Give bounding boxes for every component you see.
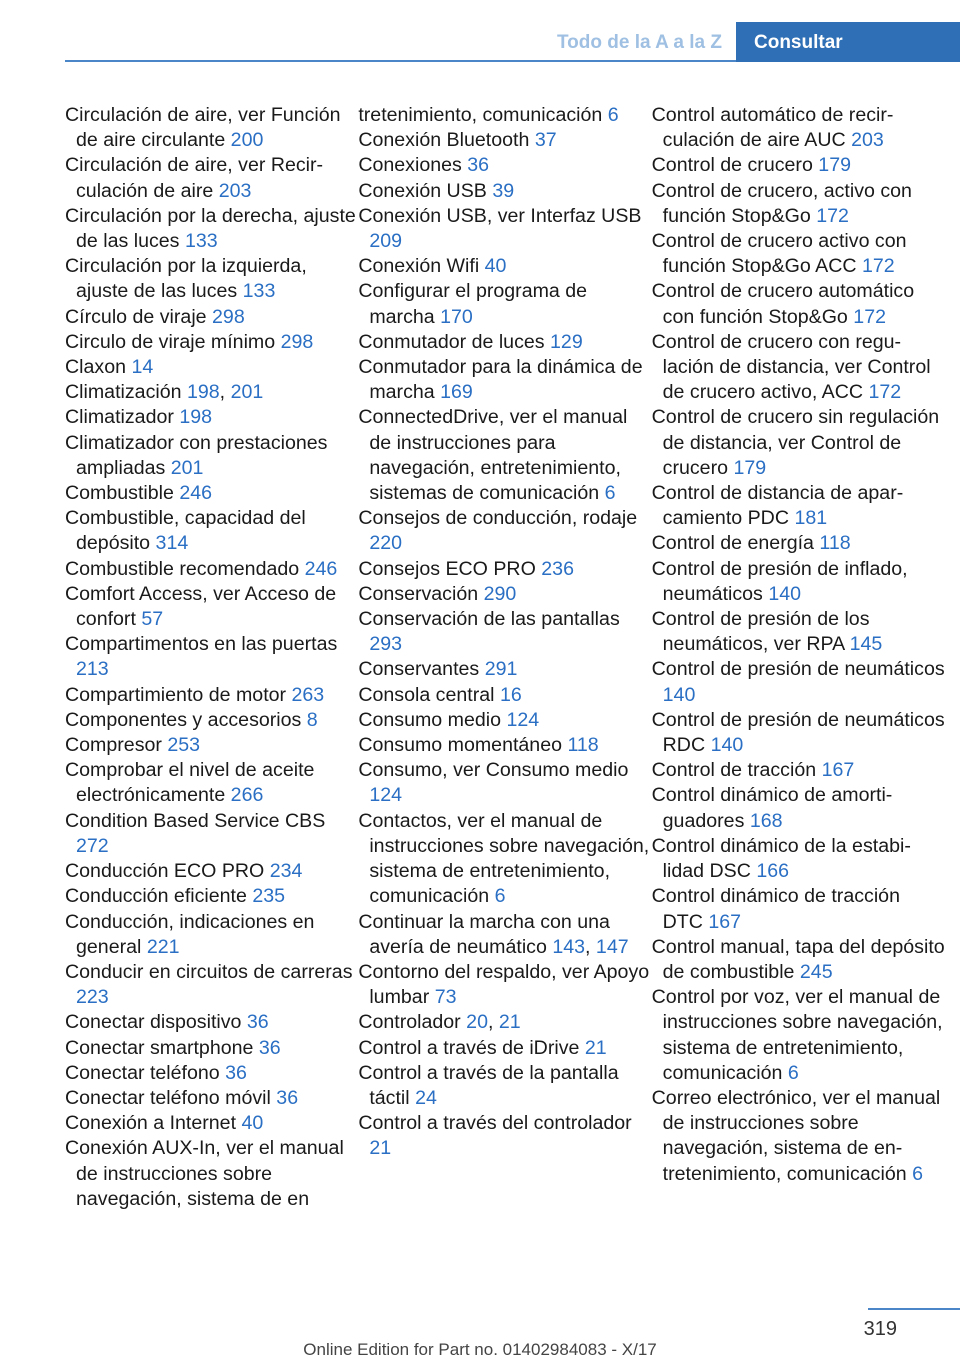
page-header [0,22,960,62]
page-reference-link[interactable]: 168 [749,809,783,832]
index-term: Conexión USB, ver Interfaz USB [358,204,642,227]
page-reference-link[interactable]: 170 [440,305,473,328]
index-entry [65,204,358,254]
index-term: Conectar dispositivo [65,1011,242,1034]
index-term: Control manual, tapa del depósito de combustible [651,935,945,983]
index-entry [652,607,945,657]
page-reference-link[interactable]: 245 [799,960,833,983]
page-reference-link[interactable]: 201 [170,456,204,479]
page-reference-link[interactable]: 172 [861,255,895,278]
index-term: Consejos de conducción, rodaje [358,507,638,530]
index-entry [652,758,945,783]
page-reference-link[interactable]: 203 [851,129,884,152]
page-reference-link[interactable]: 6 [494,885,506,908]
index-term: Compartimentos en las puertas [65,633,338,656]
page-reference-link[interactable]: 246 [304,557,338,580]
index-column-1 [65,103,358,1212]
index-term: Componentes y accesorios [65,708,302,731]
page-number: 319 [863,1318,897,1340]
index-entry [358,103,651,128]
index-term: Claxon [65,356,126,379]
index-term: Control de crucero con regulación de distancia, ver Control de crucero activo, ACC [651,330,931,404]
index-entry [358,254,651,279]
page-reference-link[interactable]: 236 [541,557,574,580]
index-entry [65,1036,358,1061]
index-entry [65,1010,358,1035]
index-entry [652,935,945,985]
index-term: Combustible [65,482,174,505]
index-entry: Climatización 198, 201 [65,381,264,404]
index-term: Control dinámico de tracción DTC [651,885,900,933]
page-reference-link[interactable]: 179 [733,456,767,479]
index-entry [65,733,358,758]
index-entry [65,1111,358,1136]
index-term: Climatizador [65,406,174,429]
index-entry [65,153,358,203]
index-term: Control de crucero, activo con función Stop&Go [651,179,912,227]
page-reference-link[interactable]: 73 [434,986,457,1009]
index-entry [65,481,358,506]
index-entry [358,758,651,808]
page-reference-link[interactable]: 6 [604,482,616,505]
page-reference-link[interactable]: 118 [819,532,851,555]
index-term: Consumo, ver Consumo medio [358,759,629,782]
index-term: Climatización [65,381,182,404]
index-entry [652,330,945,406]
page-reference-link[interactable]: 37 [534,129,557,152]
page-reference-link[interactable]: 147 [595,935,629,958]
index-term: Control de presión de inflado, neumáticos [651,557,908,605]
index-term: Conmutador de luces [358,330,545,353]
index-entry [358,607,651,657]
index-term: Conexión USB [358,179,487,202]
index-term: Circulación por la derecha, ajuste de las luces [65,204,356,253]
index-term: Control dinámico de amortiguadores [651,784,893,832]
page-reference-link[interactable]: 209 [369,230,403,253]
page-reference-link[interactable]: 57 [141,608,164,631]
index-entry [358,128,651,153]
index-term: Control a través del controlador [358,1112,632,1135]
index-term: Compresor [65,734,162,757]
page-reference-link[interactable]: 6 [912,1162,923,1185]
index-term: Conexión AUX-In, ver el manual de instrucciones sobre navegación, sistema de en [65,1137,344,1210]
index-entry [65,330,358,355]
page-reference-link[interactable]: 133 [242,280,276,303]
index-term: Conservación de las pantallas [358,608,620,631]
page-reference-link[interactable]: 118 [567,734,599,757]
index-entry [358,657,651,682]
index-term: Control de crucero [651,154,813,177]
page-reference-link[interactable]: 220 [369,532,403,555]
index-term: Control de distancia de aparcamiento PDC [651,482,904,530]
index-entry [652,1086,945,1187]
index-entry [65,632,358,682]
index-term: Control de crucero activo con función Stop&Go ACC [651,230,907,278]
page-reference-link[interactable]: 21 [498,1011,521,1034]
index-entry [358,1111,651,1161]
index-entry [652,153,945,178]
page-reference-link[interactable]: 272 [76,834,109,857]
index-entry [652,229,945,279]
page-reference-link[interactable]: 298 [280,330,314,353]
index-term: Correo electrónico, ver el manual de instrucciones sobre navegación, sistema de entretenimiento, comunicación [651,1086,941,1185]
index-term: Conexiones [358,154,462,177]
page-reference-link[interactable]: 124 [369,784,403,807]
index-term: Comfort Access, ver Acceso de confort [65,582,337,631]
page-reference-link[interactable]: 291 [484,658,518,681]
page-reference-link[interactable]: 124 [506,708,540,731]
index-entry [65,582,358,632]
index-term: Círculo de viraje [65,305,207,328]
index-term: Consumo medio [358,708,501,731]
page-reference-link[interactable]: 39 [492,179,515,202]
index-term: Condition Based Service CBS [65,809,326,832]
page-reference-link[interactable]: 8 [306,708,318,731]
index-term: Conservantes [358,658,480,681]
index-term: Compartimiento de motor [65,683,287,706]
index-entry [358,1061,651,1111]
page-reference-link[interactable]: 167 [821,759,855,782]
index-entry [358,1036,651,1061]
index-term: Conducción eficiente [65,885,247,908]
page-reference-link[interactable]: 24 [415,1086,437,1109]
page-reference-link[interactable]: 36 [467,154,490,177]
index-term: Control automático de recirculación de aire AUC [651,104,894,152]
index-entry [652,103,945,153]
page-reference-link[interactable]: 129 [550,330,583,353]
index-entry [652,783,945,833]
index-term: Conexión Bluetooth [358,129,530,152]
index-term: Conservación [358,582,479,605]
edition-note: Online Edition for Part no. 01402984083 - X/17 [303,1340,657,1359]
index-entry [65,960,358,1010]
index-entry [652,884,945,934]
section-title[interactable]: Todo de la A a la Z [556,32,722,53]
page-reference-link[interactable]: 166 [756,860,790,883]
index-term: Comprobar el nivel de aceite electrónicamente [65,759,315,807]
page-reference-link[interactable]: 200 [230,129,264,152]
page-reference-link[interactable]: 40 [241,1112,264,1135]
index-entry [358,179,651,204]
index-term: Combustible recomendado [65,557,300,580]
index-term: Consola central [358,683,495,706]
index-term: Conducción, indicaciones en general [65,910,315,958]
index-term: Controlador [358,1011,461,1034]
index-entry [652,405,945,481]
page-reference-link[interactable]: 172 [816,204,849,227]
index-entry [65,910,358,960]
page-reference-link[interactable]: 14 [131,356,154,379]
index-entry [65,506,358,556]
index-term: Control a través de la pantalla táctil [358,1061,619,1109]
index-entry [358,683,651,708]
index-entry [65,1086,358,1111]
page-reference-link[interactable]: 6 [787,1061,799,1084]
index-entry [652,657,945,707]
page-reference-link[interactable]: 36 [276,1086,299,1109]
index-entry [65,254,358,304]
index-entry [65,809,358,859]
index-entry [358,960,651,1010]
index-term: Conexión a Internet [65,1112,237,1135]
page-reference-link[interactable]: 290 [483,582,517,605]
page-reference-link[interactable]: 179 [818,154,851,177]
index-entry [358,355,651,405]
page-reference-link[interactable]: 181 [794,507,828,530]
page-reference-link[interactable]: 223 [76,986,109,1009]
index-column-3 [652,103,945,1212]
page-reference-link[interactable]: 36 [246,1011,269,1034]
page-reference-link[interactable]: 203 [218,179,252,202]
index-term: Conducir en circuitos de carreras [65,960,353,983]
index-term: Configurar el programa de marcha [358,280,588,328]
page-reference-link[interactable]: 16 [499,683,522,706]
index-entry [358,153,651,178]
page-reference-link[interactable]: 140 [710,734,744,757]
index-entry [65,708,358,733]
index-entry [65,884,358,909]
index-term: Consejos ECO PRO [358,557,536,580]
index-entry [65,355,358,380]
index-term: Continuar la marcha con una avería de neumático [358,910,610,958]
page-reference-link[interactable]: 201 [230,381,264,404]
page-reference-link[interactable]: 213 [76,658,109,681]
index-entry [65,405,358,430]
index-term: Conmutador para la dinámica de marcha [358,356,643,404]
index-term: Combustible, capacidad del depósito [65,507,306,555]
index-entry: Continuar la marcha con una avería de neumático 143, 147 [358,910,629,958]
page-reference-link[interactable]: 145 [849,633,883,656]
index-entry [358,733,651,758]
page-reference-link[interactable]: 6 [607,104,619,126]
footer-rule [868,1308,960,1310]
index-term: Conducción ECO PRO [65,860,265,883]
page-reference-link[interactable]: 198 [179,406,213,429]
page-reference-link[interactable]: 40 [484,255,507,278]
page-reference-link[interactable]: 169 [440,381,473,404]
index-entry [652,985,945,1086]
page-reference-link[interactable]: 140 [662,683,696,706]
index-entry [65,103,358,153]
page-reference-link[interactable]: 36 [225,1061,247,1084]
index-entry [358,506,651,556]
index-entry [65,557,358,582]
page-reference-link[interactable]: 234 [269,860,303,883]
page-reference-link[interactable]: 143 [552,935,586,958]
page-reference-link[interactable]: 167 [708,910,742,933]
index-term: Consumo momentáneo [358,734,562,757]
page-reference-link[interactable]: 21 [584,1036,607,1059]
index-entry [652,708,945,758]
index-term: Control de energía [651,532,814,555]
index-entry [358,809,651,910]
page-reference-link[interactable]: 133 [184,230,218,253]
page-reference-link[interactable]: 298 [212,305,245,328]
page-reference-link[interactable]: 266 [230,784,264,807]
index-term: Conectar teléfono móvil [65,1086,271,1109]
index-term: ConnectedDrive, ver el manual de instrucciones para navegación, entretenimiento, sistemas de comunicación [358,406,628,505]
index-term: Control a través de iDrive [358,1036,580,1059]
index-entry [358,330,651,355]
index-entry [65,683,358,708]
index-term: Contorno del respaldo, ver Apoyo lumbar [358,960,650,1009]
index-entry [652,279,945,329]
index-term: Control dinámico de la estabilidad DSC [651,834,911,883]
page-reference-link[interactable]: 20 [466,1011,488,1034]
page-reference-link[interactable]: 246 [179,482,213,505]
index-column-2 [358,103,651,1212]
page-reference-link[interactable]: 293 [369,633,403,656]
index-entry [358,279,651,329]
index-entry [652,834,945,884]
index-term: Circulación por la izquierda, ajuste de las luces [65,255,307,303]
page-reference-link[interactable]: 140 [768,582,802,605]
index-term: Control de presión de los neumáticos, ver RPA [651,608,870,656]
page-reference-link[interactable]: 263 [291,683,325,706]
index-term: tretenimiento, comunicación [358,104,603,126]
index-term: Control de presión de neumáticos [651,658,945,681]
index-term: Contactos, ver el manual de instrucciones sobre navegación, sistema de entretenimiento, comunicación [358,809,650,908]
index-entry [358,557,651,582]
index-term: Control de crucero sin regulación de distancia, ver Control de crucero [651,406,940,479]
page-reference-link[interactable]: 172 [868,381,902,404]
index-entry [65,1136,358,1212]
page-reference-link[interactable]: 253 [167,734,201,757]
index-entry [652,179,945,229]
index-term: Conectar smartphone [65,1036,254,1059]
index-entry [358,405,651,506]
index-columns [65,103,945,1212]
index-entry [652,481,945,531]
index-term: Circulación de aire, ver Función de aire circulante [65,104,341,152]
index-entry [65,431,358,481]
page-reference-link[interactable]: 221 [146,935,180,958]
index-term: Climatizador con prestaciones ampliadas [65,431,328,479]
index-entry: Controlador 20, 21 [358,1011,521,1034]
page-reference-link[interactable]: 198 [186,381,220,404]
index-entry [358,204,651,254]
index-term: Control de presión de neumáticos RDC [651,708,945,757]
index-term: Circulación de aire, ver Recirculación de aire [65,154,324,202]
index-entry [65,1061,358,1086]
index-entry [358,582,651,607]
page-reference-link[interactable]: 314 [155,532,189,555]
index-entry [65,859,358,884]
index-entry [358,708,651,733]
page-reference-link[interactable]: 172 [853,305,886,328]
index-term: Conexión Wifi [358,255,480,278]
index-entry [65,305,358,330]
index-term: Control de crucero automático con función Stop&Go [651,280,915,328]
page-reference-link[interactable]: 36 [258,1036,281,1059]
page-reference-link[interactable]: 21 [369,1137,392,1160]
index-term: Control por voz, ver el manual de instrucciones sobre navegación, sistema de entretenimiento, comunicación [651,986,943,1084]
chapter-tab[interactable]: Consultar [736,22,960,62]
page-reference-link[interactable]: 235 [252,885,286,908]
index-entry [65,758,358,808]
index-term: Circulo de viraje mínimo [65,330,276,353]
index-entry [652,557,945,607]
index-term: Conectar teléfono [65,1061,220,1084]
index-term: Control de tracción [651,759,817,782]
index-entry [652,531,945,556]
